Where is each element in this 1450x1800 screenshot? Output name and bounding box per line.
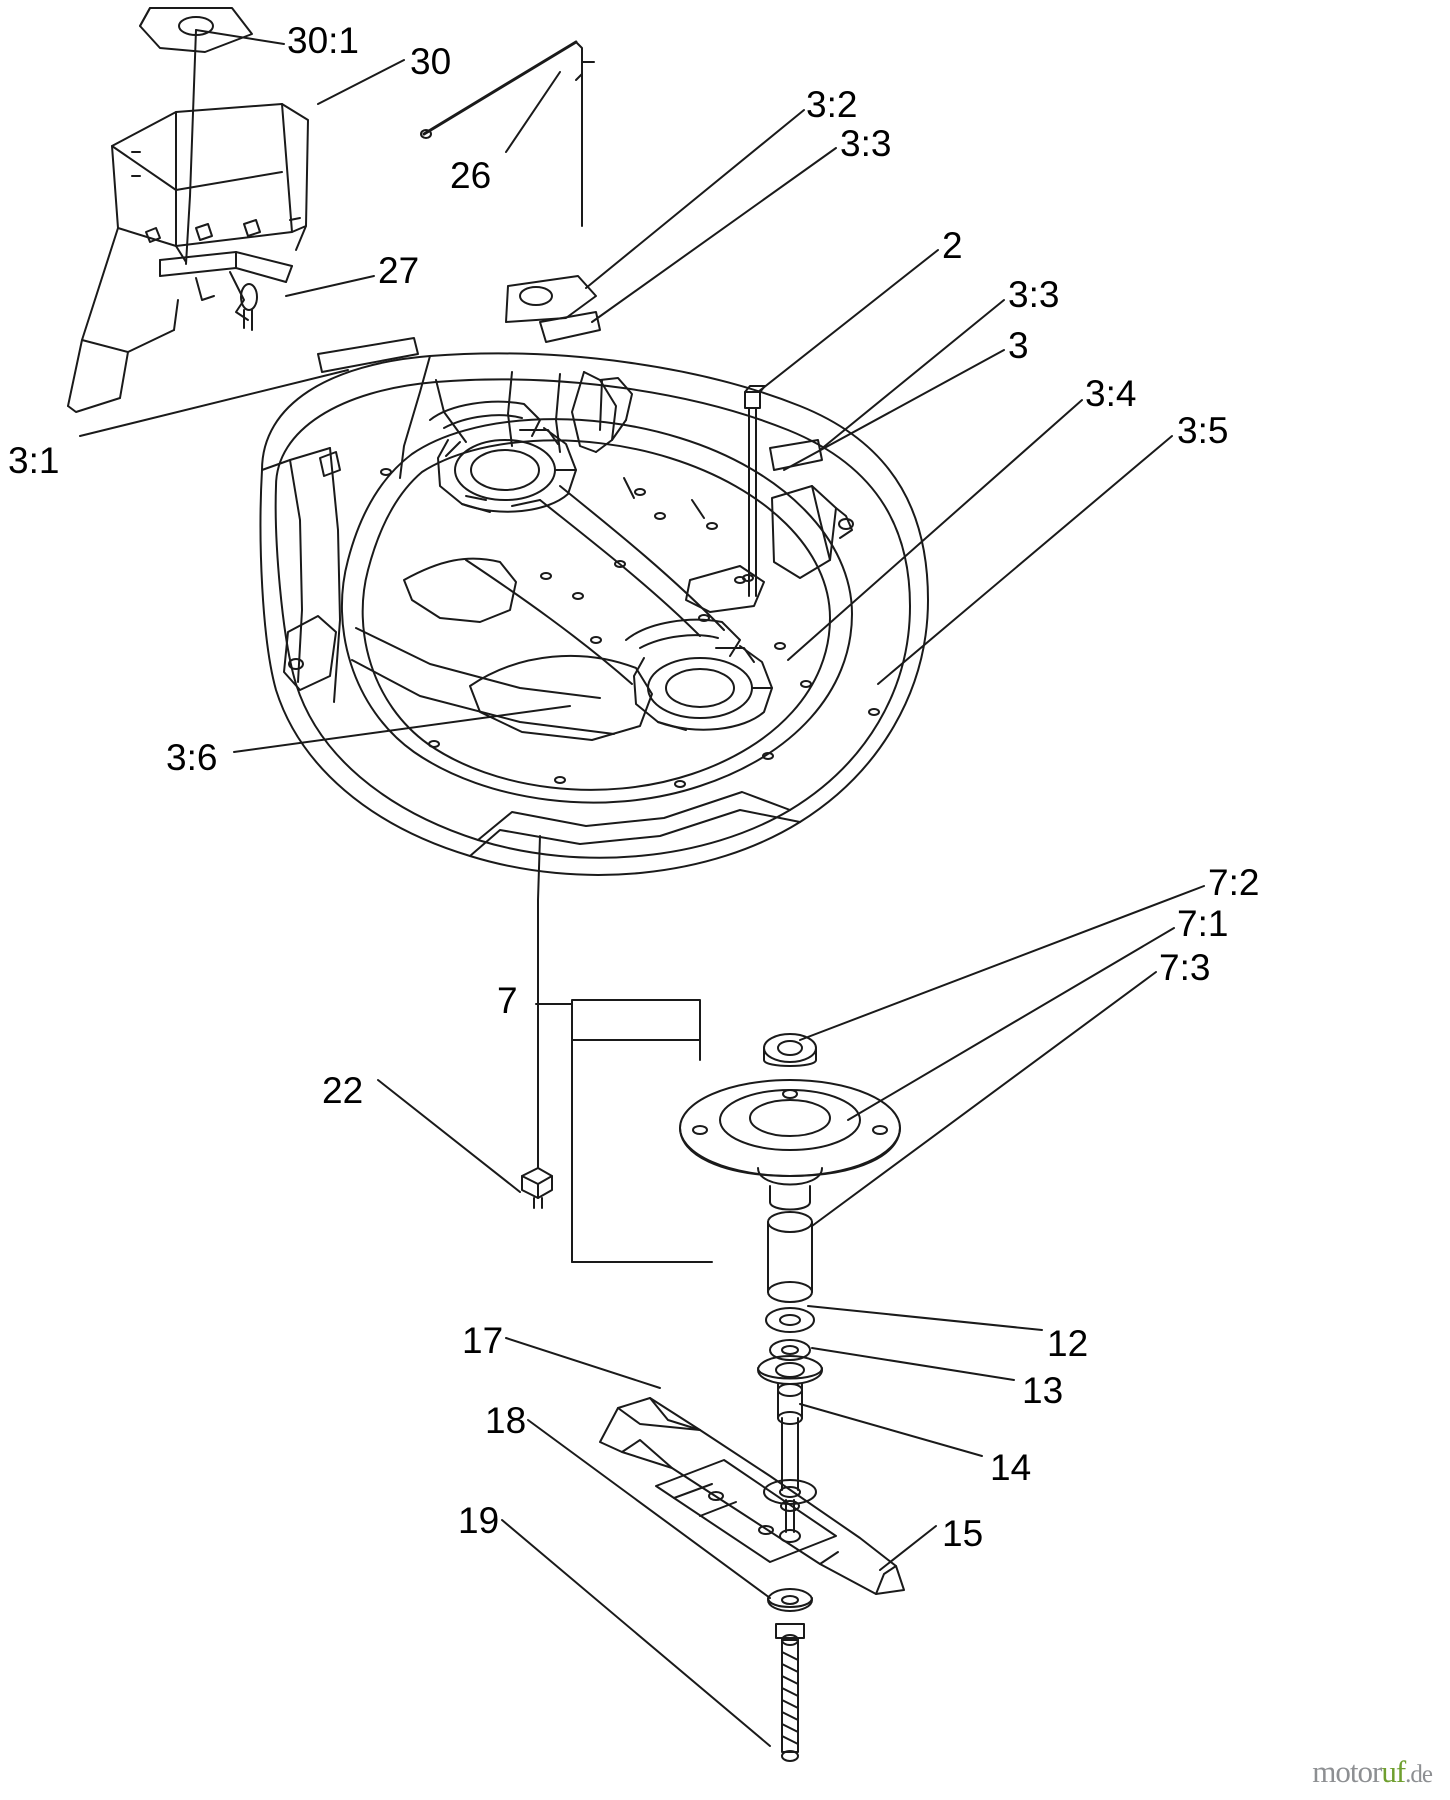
callout-3-5: 3:5 [1177,410,1229,451]
part-27-rod [160,252,292,330]
callout-7-2: 7:2 [1208,862,1260,903]
callout-3-2: 3:2 [806,84,858,125]
callout-3-6: 3:6 [166,737,218,778]
callout-13: 13 [1022,1370,1064,1411]
callout-7: 7 [497,980,518,1021]
part-3-mower-deck [261,353,928,874]
callout-22: 22 [322,1070,364,1111]
watermark-part-3: .de [1405,1761,1432,1788]
callout-7-3: 7:3 [1159,947,1211,988]
part-18-washer [768,1589,812,1611]
callout-3: 3 [1008,325,1029,366]
callout-19: 19 [458,1500,500,1541]
watermark-part-1: motor [1312,1754,1382,1789]
callout-14: 14 [990,1447,1032,1488]
callout-2: 2 [942,225,963,266]
watermark-part-2: uf [1381,1754,1406,1789]
callout-12: 12 [1047,1323,1089,1364]
callout-3-4: 3:4 [1085,373,1137,414]
part-22-nut [522,1160,552,1208]
part-19-bolt [776,1624,804,1761]
part-15-blade [600,1398,904,1594]
callout-30: 30 [410,41,452,82]
callout-3-3-b: 3:3 [1008,274,1060,315]
callout-30-1: 30:1 [287,20,360,61]
callout-7-1: 7:1 [1177,903,1229,944]
part-7-spindle-assembly [680,1034,900,1542]
callout-3-1: 3:1 [8,440,60,481]
callout-26: 26 [450,155,492,196]
callout-3-3-a: 3:3 [840,123,892,164]
part-17-blade-plate [656,1460,836,1562]
callout-17: 17 [462,1320,504,1361]
callout-15: 15 [942,1513,984,1554]
part-3-3-decal-a [540,312,600,342]
watermark [1312,1754,1432,1790]
callout-18: 18 [485,1400,527,1441]
part-3-3-decal-b [770,440,822,470]
callout-27: 27 [378,250,420,291]
